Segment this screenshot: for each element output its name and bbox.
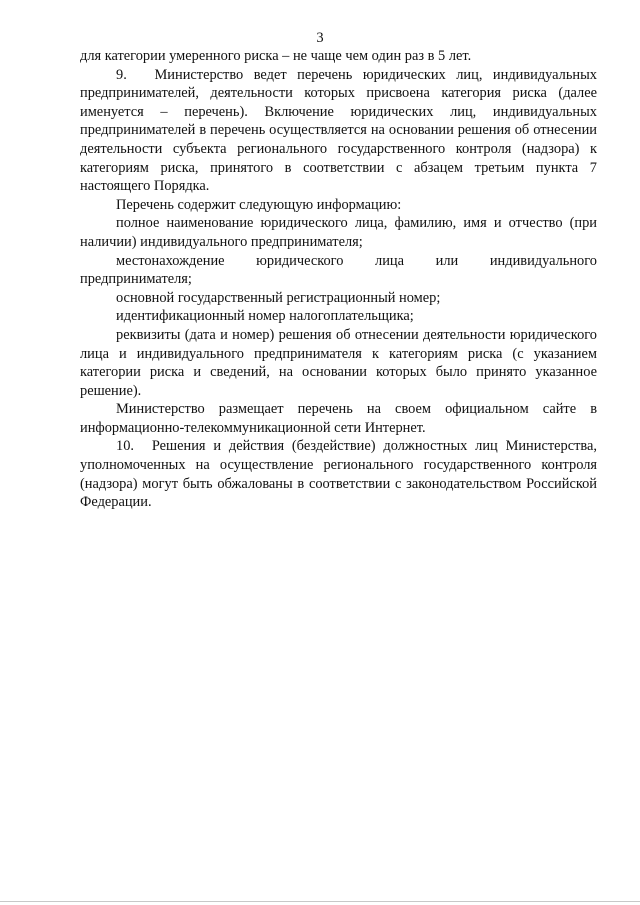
bottom-edge-line	[0, 901, 640, 902]
paragraph-text: Министерство размещает перечень на своем официальном сайте в информационно-телекоммуникационной сети Интернет.	[80, 401, 597, 436]
paragraph-text: Перечень содержит следующую информацию:	[116, 196, 402, 213]
paragraph-list-item	[80, 214, 597, 251]
paragraph-number: 10.	[116, 438, 134, 455]
paragraph-list-item	[80, 326, 597, 400]
paragraph-list-item	[80, 252, 597, 289]
paragraph-item-9	[80, 66, 597, 196]
paragraph-list-intro	[80, 196, 597, 215]
document-body	[80, 47, 597, 512]
paragraph-continuation	[80, 47, 597, 66]
paragraph-text: основной государственный регистрационный номер;	[116, 289, 441, 306]
paragraph-text: полное наименование юридического лица, фамилию, имя и отчество (при наличии) индивидуального предпринимателя;	[80, 215, 597, 250]
paragraph-list-item	[80, 289, 597, 308]
paragraph-text: идентификационный номер налогоплательщика;	[116, 308, 414, 325]
paragraph-text: местонахождение юридического лица или индивидуального предпринимателя;	[80, 252, 597, 288]
paragraph-publication	[80, 400, 597, 437]
paragraph-number: 9.	[116, 66, 127, 83]
paragraph-list-item	[80, 307, 597, 326]
paragraph-text: для категории умеренного риска – не чаще чем один раз в 5 лет.	[80, 48, 472, 64]
page-number: 3	[316, 30, 324, 46]
paragraph-text: реквизиты (дата и номер) решения об отнесении деятельности юридического лица и индивидуального предпринимателя к категориям риска (с указанием категории риска и сведений, на основании которых было принято указанное решение).	[80, 326, 597, 399]
paragraph-text: Решения и действия (бездействие) должностных лиц Министерства, уполномоченных на осуществление регионального государственного контроля (надзора) могут быть обжалованы в соответствии с законодательством Российской Федерации.	[80, 438, 597, 511]
paragraph-item-10	[80, 437, 597, 511]
paragraph-text: Министерство ведет перечень юридических лиц, индивидуальных предпринимателей, деятельности которых присвоена категория риска (далее именуется – перечень). Включение юридических лиц, индивидуальных предпринимателей в перечень осуществляется на основании решения об отнесении деятельности субъекта регионального государственного контроля (надзора) к категориям риска, принятого в соответствии с абзацем третьим пункта 7 настоящего Порядка.	[80, 66, 597, 195]
